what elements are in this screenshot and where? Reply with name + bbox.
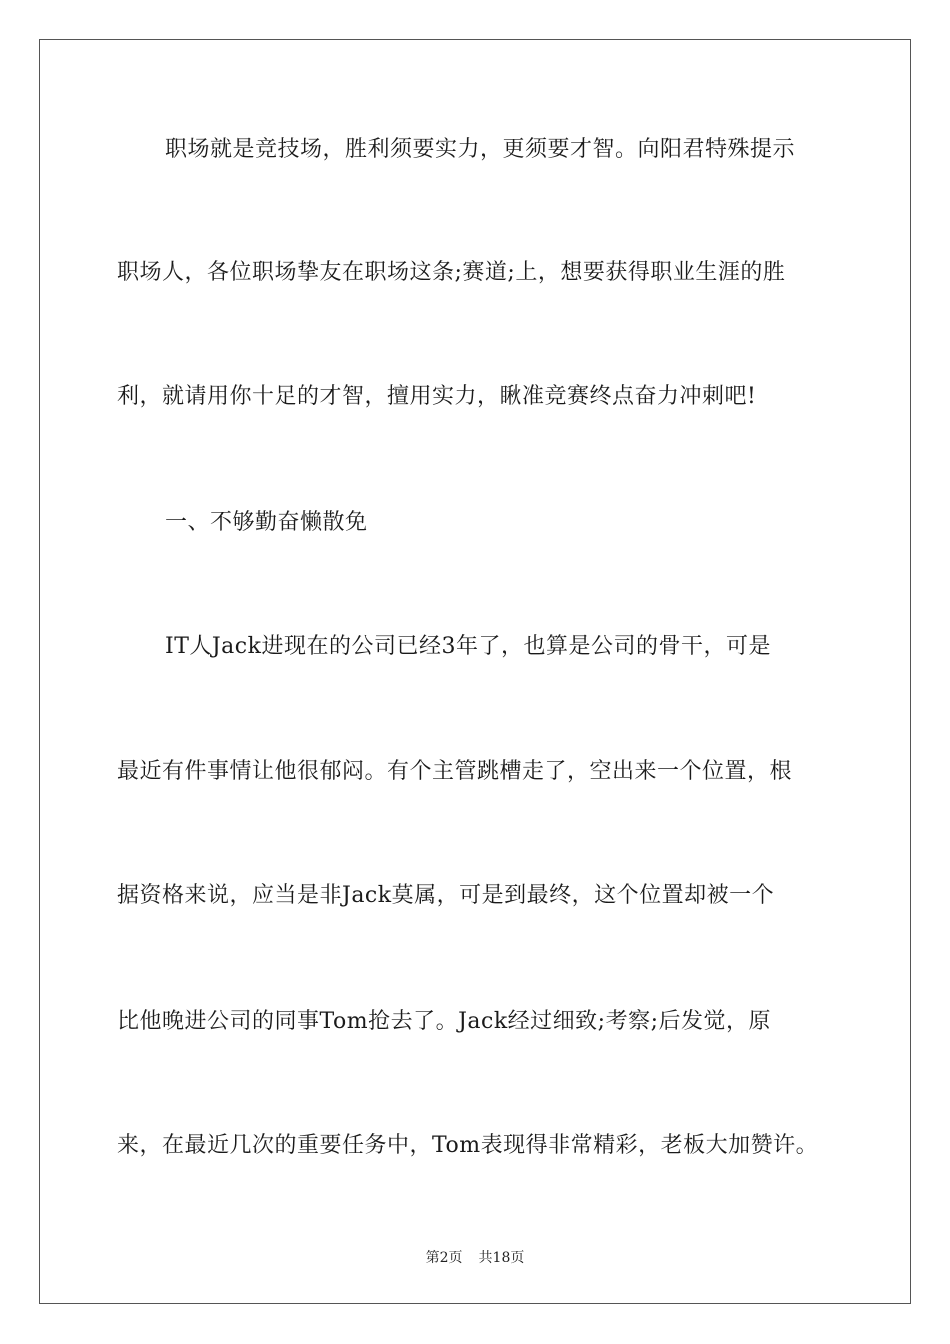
paragraph-line-5: IT人Jack进现在的公司已经3年了，也算是公司的骨干，可是 bbox=[165, 634, 771, 659]
paragraph-line-6: 最近有件事情让他很郁闷。有个主管跳槽走了，空出来一个位置，根 bbox=[117, 759, 793, 784]
paragraph-line-9: 来，在最近几次的重要任务中，Tom表现得非常精彩，老板大加赞许。 bbox=[117, 1133, 819, 1158]
paragraph-line-1: 职场就是竞技场，胜利须要实力，更须要才智。向阳君特殊提示 bbox=[165, 137, 796, 162]
page-total: 共18页 bbox=[478, 1250, 525, 1266]
page-number: 第2页 bbox=[425, 1250, 463, 1266]
paragraph-line-2: 职场人，各位职场挚友在职场这条;赛道;上，想要获得职业生涯的胜 bbox=[117, 260, 786, 285]
page-footer bbox=[0, 1247, 950, 1267]
paragraph-line-8: 比他晚进公司的同事Tom抢去了。Jack经过细致;考察;后发觉，原 bbox=[117, 1009, 771, 1034]
paragraph-line-3: 利，就请用你十足的才智，擅用实力，瞅准竞赛终点奋力冲刺吧! bbox=[117, 384, 757, 409]
section-heading: 一、不够勤奋懒散免 bbox=[165, 510, 368, 535]
page-border bbox=[39, 39, 911, 1304]
paragraph-line-7: 据资格来说，应当是非Jack莫属，可是到最终，这个位置却被一个 bbox=[117, 883, 775, 908]
